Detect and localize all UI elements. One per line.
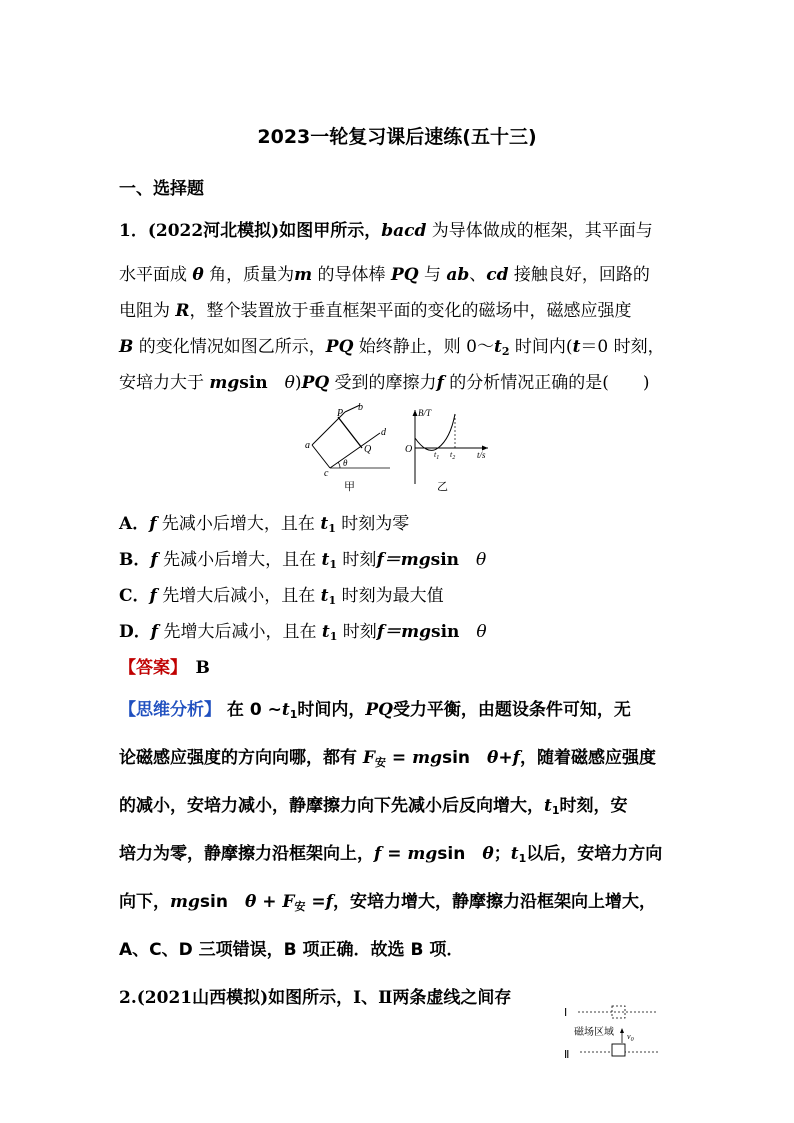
analysis-line-4: 培力为零，静摩擦力沿框架向上，f = mgsin θ；$t_1$以后，安培力方向 bbox=[119, 844, 663, 865]
axis-y-label: B/T bbox=[418, 408, 432, 418]
analysis-tag: 【思维分析】 bbox=[119, 700, 221, 720]
q1-line-2 bbox=[119, 260, 650, 285]
analysis-line-3: 的减小，安培力减小，静摩擦力向下先减小后反向增大，$t_1$时刻，安 bbox=[119, 796, 628, 817]
q1-var: θ bbox=[192, 265, 204, 285]
q1-var: f bbox=[436, 373, 444, 393]
q1-text: ，整个装置放于垂直框架平面的变化的磁场中，磁感应强度 bbox=[189, 301, 632, 321]
q1-var: mg bbox=[209, 373, 240, 393]
q1-line-4 bbox=[119, 332, 665, 358]
label-b: b bbox=[358, 402, 363, 413]
caption-yi: 乙 bbox=[437, 481, 448, 493]
q1-text: ＝0 时刻， bbox=[580, 337, 665, 357]
q1-figure bbox=[300, 400, 500, 496]
label-d: d bbox=[381, 427, 386, 438]
label-P: P bbox=[337, 408, 344, 419]
q1-var: m bbox=[294, 265, 313, 285]
q1-text: 的导体棒 bbox=[312, 265, 391, 285]
q1-text: 电阻为 bbox=[119, 301, 176, 321]
answer-value: B bbox=[195, 658, 210, 678]
section-heading: 一、选择题 bbox=[119, 179, 204, 199]
answer-tag: 【答案】 bbox=[119, 658, 179, 678]
q1-var: t bbox=[494, 337, 502, 357]
analysis-line-1: 【思维分析】 在 0 $\sim t_1$时间内，PQ受力平衡，由题设条件可知，无 bbox=[119, 700, 631, 721]
analysis-line-2: 论磁感应强度的方向向哪，都有 $F_安 = mgsin$ θ+f，随着磁感应强度 bbox=[119, 748, 656, 769]
v0-label: $v_0$ bbox=[627, 1032, 634, 1043]
answer-line bbox=[119, 653, 210, 678]
q1-var: cd bbox=[486, 265, 509, 285]
option-b[interactable]: B．f 先减小后增大，且在 $t_1$ 时刻f＝mgsin θ bbox=[119, 550, 487, 571]
caption-jia: 甲 bbox=[344, 481, 355, 493]
q1-var: R bbox=[175, 301, 190, 321]
q1-var: PQ bbox=[325, 337, 354, 357]
q1-text: 始终静止，则 0～ bbox=[353, 337, 494, 357]
q1-text: 角，质量为 bbox=[203, 265, 295, 285]
option-c[interactable]: C．f 先增大后减小，且在 $t_1$ 时刻为最大值 bbox=[119, 586, 444, 607]
q1-sub: 2 bbox=[501, 345, 510, 358]
q1-text: 与 bbox=[418, 265, 447, 285]
origin-label: O bbox=[405, 444, 413, 455]
q1-text: 、 bbox=[469, 265, 487, 285]
q1-text: 接触良好，回路的 bbox=[508, 265, 650, 285]
label-Q: Q bbox=[364, 444, 372, 455]
q1-var: PQ bbox=[301, 373, 330, 393]
q1-var: ab bbox=[446, 265, 470, 285]
q1-text: 为导体做成的框架，其平面与 bbox=[426, 221, 653, 241]
q1-var: θ bbox=[284, 373, 295, 393]
q1-text: 受到的摩擦力 bbox=[329, 373, 437, 393]
q1-text: 的分析情况正确的是( ) bbox=[443, 373, 650, 393]
q1-line-5 bbox=[119, 368, 650, 393]
q1-text: ) bbox=[294, 373, 302, 393]
q1-var: PQ bbox=[390, 265, 419, 285]
page-title: 2023一轮复习课后速练(五十三) bbox=[257, 126, 537, 148]
q1-var: t bbox=[572, 337, 581, 357]
q2-figure bbox=[560, 1003, 670, 1065]
q1-text: sin bbox=[239, 373, 285, 393]
q1-text: 1．(2022河北模拟)如图甲所示， bbox=[119, 221, 382, 241]
option-d[interactable]: D．f 先增大后减小，且在 $t_1$ 时刻f＝mgsin θ bbox=[119, 622, 487, 643]
line-II-label: Ⅱ bbox=[564, 1049, 570, 1061]
q1-text: 的变化情况如图乙所示， bbox=[133, 337, 326, 357]
analysis-line-5: 向下，mgsin $\theta + F_安 =f$，安培力增大，静摩擦力沿框架向上增大， bbox=[119, 892, 656, 913]
axis-x-label: t/s bbox=[477, 450, 486, 460]
analysis-line-6: A、C、D 三项错误，B 项正确．故选 B 项． bbox=[119, 940, 464, 960]
q1-line-1 bbox=[119, 216, 653, 241]
q1-var: bacd bbox=[381, 221, 427, 241]
option-a[interactable]: A．f 先减小后增大，且在 $t_1$ 时刻为零 bbox=[119, 514, 410, 535]
q1-text: 安培力大于 bbox=[119, 373, 210, 393]
q1-var: B bbox=[119, 337, 134, 357]
q1-text: 时间内( bbox=[509, 337, 573, 357]
t2-label: $t_2$ bbox=[450, 450, 456, 461]
label-a: a bbox=[305, 440, 310, 451]
q1-line-3 bbox=[119, 296, 632, 321]
t1-label: $t_1$ bbox=[434, 450, 440, 461]
line-I-label: Ⅰ bbox=[564, 1007, 568, 1019]
label-theta: θ bbox=[343, 458, 348, 468]
field-region-label: 磁场区域 bbox=[574, 1027, 614, 1038]
q1-text: 水平面成 bbox=[119, 265, 193, 285]
frame-diagram bbox=[305, 402, 390, 493]
q2-line-1: 2.(2021山西模拟)如图所示，Ⅰ、Ⅱ两条虚线之间存 bbox=[119, 988, 512, 1008]
label-c: c bbox=[324, 468, 329, 479]
b-t-graph bbox=[405, 408, 488, 493]
